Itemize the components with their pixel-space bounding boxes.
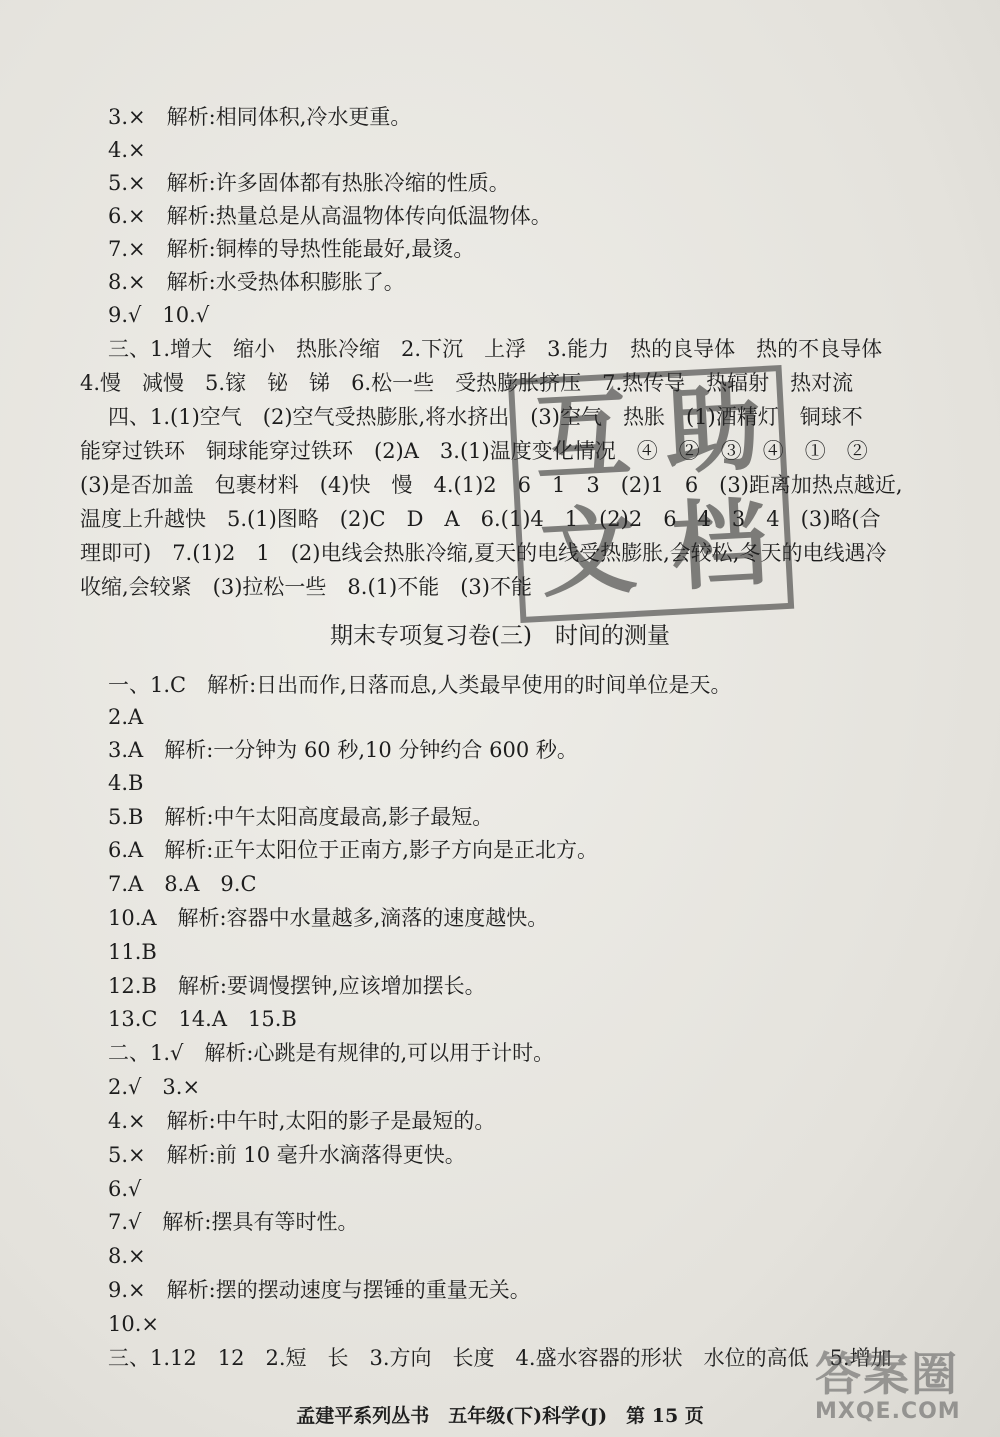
answer-line: 10.× (108, 1312, 159, 1336)
answer-line: (3)是否加盖 包裹材料 (4)快 慢 4.(1)2 6 1 3 (2)1 6 (3)距离加热点越近, (80, 473, 903, 497)
watermark-title: 答案圈 (815, 1347, 959, 1401)
answer-line: 4.慢 减慢 5.镓 铋 锑 6.松一些 受热膨胀挤压 7.热传导 热辐射 热对流 (80, 371, 854, 395)
answer-line: 三、1.增大 缩小 热胀冷缩 2.下沉 上浮 3.能力 热的良导体 热的不良导体 (108, 337, 883, 361)
page-footer: 孟建平系列丛书 五年级(下)科学(J) 第 15 页 (296, 1405, 704, 1427)
answer-line: 能穿过铁环 铜球能穿过铁环 (2)A 3.(1)温度变化情况 ④ ② ③ ④ ① ② (80, 439, 868, 463)
answer-line: 10.A 解析:容器中水量越多,滴落的速度越快。 (108, 906, 549, 930)
answer-line: 四、1.(1)空气 (2)空气受热膨胀,将水挤出 (3)空气 热胀 (1)酒精灯 铜球不 (108, 405, 863, 429)
answer-line: 5.× 解析:前 10 毫升水滴落得更快。 (108, 1143, 466, 1167)
answer-line: 7.A 8.A 9.C (108, 872, 257, 896)
answer-line: 3.× 解析:相同体积,冷水更重。 (108, 105, 412, 129)
answer-line: 温度上升越快 5.(1)图略 (2)C D A 6.(1)4 1 (2)2 6 4 3 4 (3)略(合 (80, 507, 881, 531)
section-title: 期末专项复习卷(三) 时间的测量 (330, 623, 670, 649)
answer-line: 6.√ (108, 1177, 142, 1201)
answer-line: 12.B 解析:要调慢摆钟,应该增加摆长。 (108, 974, 486, 998)
answer-line: 8.× 解析:水受热体积膨胀了。 (108, 270, 405, 294)
answer-line: 11.B (108, 940, 157, 964)
answer-line: 6.A 解析:正午太阳位于正南方,影子方向是正北方。 (108, 838, 598, 862)
answer-line: 9.× 解析:摆的摆动速度与摆锤的重量无关。 (108, 1278, 531, 1302)
answer-line: 8.× (108, 1244, 146, 1268)
answer-line: 5.× 解析:许多固体都有热胀冷缩的性质。 (108, 171, 510, 195)
answer-line: 5.B 解析:中午太阳高度最高,影子最短。 (108, 805, 494, 829)
stamp-char: 互 (531, 378, 634, 495)
answer-line: 一、1.C 解析:日出而作,日落而息,人类最早使用的时间单位是天。 (108, 673, 732, 697)
stamp-char: 文 (537, 493, 640, 611)
answer-line: 收缩,会较紧 (3)拉松一些 8.(1)不能 (3)不能 (80, 575, 532, 599)
answer-line: 三、1.12 12 2.短 长 3.方向 长度 4.盛水容器的形状 水位的高低 5.增加 (108, 1346, 892, 1370)
stamp-logo (508, 365, 794, 623)
answer-line: 4.× 解析:中午时,太阳的影子是最短的。 (108, 1109, 496, 1133)
watermark-url: MXQE.COM (815, 1399, 961, 1424)
answer-line: 二、1.√ 解析:心跳是有规律的,可以用于计时。 (108, 1041, 555, 1065)
stamp-char: 档 (668, 487, 771, 604)
answer-line: 2.√ 3.× (108, 1075, 201, 1099)
answer-line: 4.B (108, 771, 144, 795)
answer-line: 9.√ 10.√ (108, 303, 210, 327)
stamp-char: 助 (662, 371, 765, 489)
answer-line: 6.× 解析:热量总是从高温物体传向低温物体。 (108, 204, 552, 228)
answer-line: 7.× 解析:铜棒的导热性能最好,最烫。 (108, 237, 475, 261)
answer-line: 3.A 解析:一分钟为 60 秒,10 分钟约合 600 秒。 (108, 738, 578, 762)
answer-line: 4.× (108, 138, 146, 162)
answer-line: 7.√ 解析:摆具有等时性。 (108, 1210, 359, 1234)
answer-line: 13.C 14.A 15.B (108, 1007, 297, 1031)
answer-line: 2.A (108, 705, 144, 729)
answer-line: 理即可) 7.(1)2 1 (2)电线会热胀冷缩,夏天的电线受热膨胀,会较松,冬天的电线遇冷 (80, 541, 887, 565)
